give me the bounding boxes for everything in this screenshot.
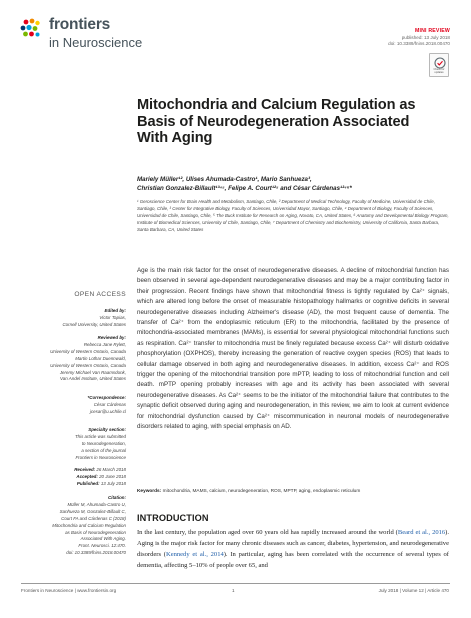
correspondence-heading: *Correspondence: <box>87 395 126 400</box>
correspondence-email[interactable]: jcesar@u.uchile.cl <box>89 408 126 414</box>
keywords-label: Keywords: <box>137 489 162 494</box>
footer-issue-info: July 2018 | Volume 12 | Article 470 <box>378 588 449 593</box>
intro-text: In the last century, the population aged over 60 years old has rapidly increased around the world ( <box>137 529 398 536</box>
reviewer-affiliation: University of Western Ontario, Canada <box>50 362 126 368</box>
affiliations: ¹ Geroscience Center for Brain Health and Metabolism, Santiago, Chile, ² Department of Medical Technology, Faculty of Medicine, Universidad de Chile, Santiago, Chile, ³ Center for Integrative Biology, Faculty of Sciences, Universidad Mayor, Santiago, Chile, ⁴ Department of Biology, Faculty of Sciences, Universidad de Chile, Santiago, Chile, ⁵ The Buck Institute for Research on Aging, Novato, CA, United States, ⁶ Anatomy and Developmental Biology Program, Institute of Biomedical Sciences, University of Chile, Santiago, Chile, ⁷ Department of Chemistry and Biochemistry, University of California, Santa Barbara, Santa Barbara, CA, United States <box>137 199 449 232</box>
authors-line-2: Christian Gonzalez-Billault¹³⁴⁵, Felipe A. Court¹²⁵ and César Cárdenas¹²⁴⁶* <box>137 185 352 193</box>
open-access-label: OPEN ACCESS <box>74 291 126 298</box>
introduction-text <box>137 528 449 572</box>
published-label: Published: <box>76 480 100 486</box>
specialty-line: to Neurodegeneration, <box>81 440 126 446</box>
introduction-heading: INTRODUCTION <box>137 513 209 523</box>
published-date-side <box>21 481 126 488</box>
correspondence-name: César Cárdenas <box>93 401 126 407</box>
accepted-value: 20 June 2018 <box>99 473 126 479</box>
specialty-heading: Specialty section: <box>88 427 126 432</box>
reviewer-name: Rebecca Jane Rylett, <box>83 341 126 347</box>
intro-text: ). Aging is the major risk factor for many chronic diseases such as cancer, diabetes, hypertension, and neurodegenerative disorders ( <box>137 529 449 558</box>
received-value: 26 March 2018 <box>96 467 126 472</box>
check-for-updates-label: Check for updates <box>433 68 445 74</box>
keywords-list: mitochondria, MAMS, calcium, neurodegeneration, ROS, MPTP, aging, endoplasmic reticulum <box>162 489 361 494</box>
article-meta-header <box>300 28 450 47</box>
check-for-updates-button[interactable] <box>429 53 449 77</box>
doi-link[interactable]: doi: 10.3389/fnins.2018.00470 <box>388 40 450 46</box>
logo-brand-text: frontiers <box>49 16 111 33</box>
reviewer-affiliation: University of Western Ontario, Canada <box>50 348 126 354</box>
abstract <box>137 266 449 433</box>
article-title: Mitochondria and Calcium Regulation as Basis of Neurodegeneration Associated With Aging <box>137 97 416 146</box>
intro-text: ). In particular, aging has been correlated with the occurrence of several types of dementia, affecting 5–10% of people over 65, and <box>137 550 449 569</box>
specialty-line: Frontiers in Neuroscience <box>75 454 126 460</box>
footer-divider <box>21 583 450 584</box>
footer-journal-link[interactable]: Frontiers in Neuroscience | www.frontiersin.org <box>21 588 117 593</box>
citation-doi[interactable]: doi: 10.3389/fnins.2018.00470 <box>66 550 126 556</box>
reviewer-affiliation: Van Andel Institute, United States <box>59 376 126 382</box>
specialty-line: a section of the journal <box>81 447 126 453</box>
citation-line: as Basis of Neurodegeneration <box>65 529 126 535</box>
citation-line: Sanhueza M, Gonzalez-Billault C, <box>59 508 126 514</box>
frontiers-logo[interactable] <box>19 14 149 54</box>
citation-line: Müller M, Ahumada-Castro U, <box>67 501 126 507</box>
accepted-label: Accepted: <box>76 473 98 479</box>
published-value: 13 July 2018 <box>100 480 126 486</box>
received-label: Received: <box>74 467 96 472</box>
citation-heading: Citation: <box>108 495 126 500</box>
citation-link[interactable]: Beard et al., 2016 <box>397 529 446 536</box>
citation-line: Front. Neurosci. 12:470. <box>78 543 126 549</box>
authors-line-1: Mariely Müller¹², Ulises Ahumada-Castro¹, Mario Sanhueza³, <box>137 176 312 183</box>
specialty-line: This article was submitted <box>74 433 126 439</box>
published-date: published: 13 July 2018 <box>401 35 450 40</box>
reviewer-name: Jeremy Michael Van Raamsdonk, <box>59 369 126 375</box>
article-type: MINI REVIEW <box>414 28 450 34</box>
citation-line: Associated With Aging. <box>80 536 126 542</box>
citation-line: Mitochondria and Calcium Regulation <box>52 522 126 528</box>
editor-affiliation: Cornell University, United States <box>62 321 126 327</box>
logo-journal-text: in Neuroscience <box>49 35 143 50</box>
received-date <box>21 467 126 474</box>
reviewed-by-heading: Reviewed by: <box>97 335 126 340</box>
editor-name: Victor Tapias, <box>99 314 126 320</box>
author-list <box>137 175 455 194</box>
frontiers-logo-icon <box>19 17 43 41</box>
abstract-text: Age is the main risk factor for the onset of neurodegenerative diseases. A decline of mitochondrial function has been observed in several age-dependent neurodegenerative diseases and may be a major contributing factor in their progression. Recent findings have shown that mitochondrial fitness is tightly regulated by Ca²⁺ signals, which are altered long before the onset of measurable histopathology hallmarks or cognitive deficits in several neurodegenerative diseases including Alzheimer's disease (AD), the most frequent cause of dementia. The transfer of Ca²⁺ from the endoplasmic reticulum (ER) to the mitochondria, facilitated by the presence of mitochondria-associated membranes (MAMs), is essential for several physiological mitochondrial functions such as respiration. Ca²⁺ transfer to mitochondria must be finely regulated because excess Ca²⁺ will disturb oxidative phosphorylation (OXPHOS), thereby increasing the generation of reactive oxygen species (ROS) that leads to cellular damage observed in both aging and neurodegenerative diseases. In addition, excess Ca²⁺ and ROS trigger the opening of the mitochondrial transition pore mPTP, leading to loss of mitochondrial function and cell death. mPTP opening probably increases with age and its activity has been associated with several neurodegenerative diseases. As Ca²⁺ seems to be the initiator of the mitochondrial failure that contributes to the synaptic deficit observed during aging and neurodegeneration, in this review, we aim to look at current evidence for mitochondrial dysfunction caused by Ca²⁺ miscommunication in neuronal models of neurodegenerative disorders related to aging, with special emphasis on AD. <box>137 267 449 431</box>
keywords <box>137 489 449 495</box>
citation-link[interactable]: Kennedy et al., 2014 <box>165 550 224 558</box>
reviewer-name: Martin Lothar Duennwald, <box>75 355 126 361</box>
citation-line: Court FA and Cárdenas C (2018) <box>61 515 126 521</box>
edited-by-heading: Edited by: <box>104 308 126 313</box>
accepted-date <box>21 474 126 481</box>
page-number: 1 <box>232 588 235 593</box>
